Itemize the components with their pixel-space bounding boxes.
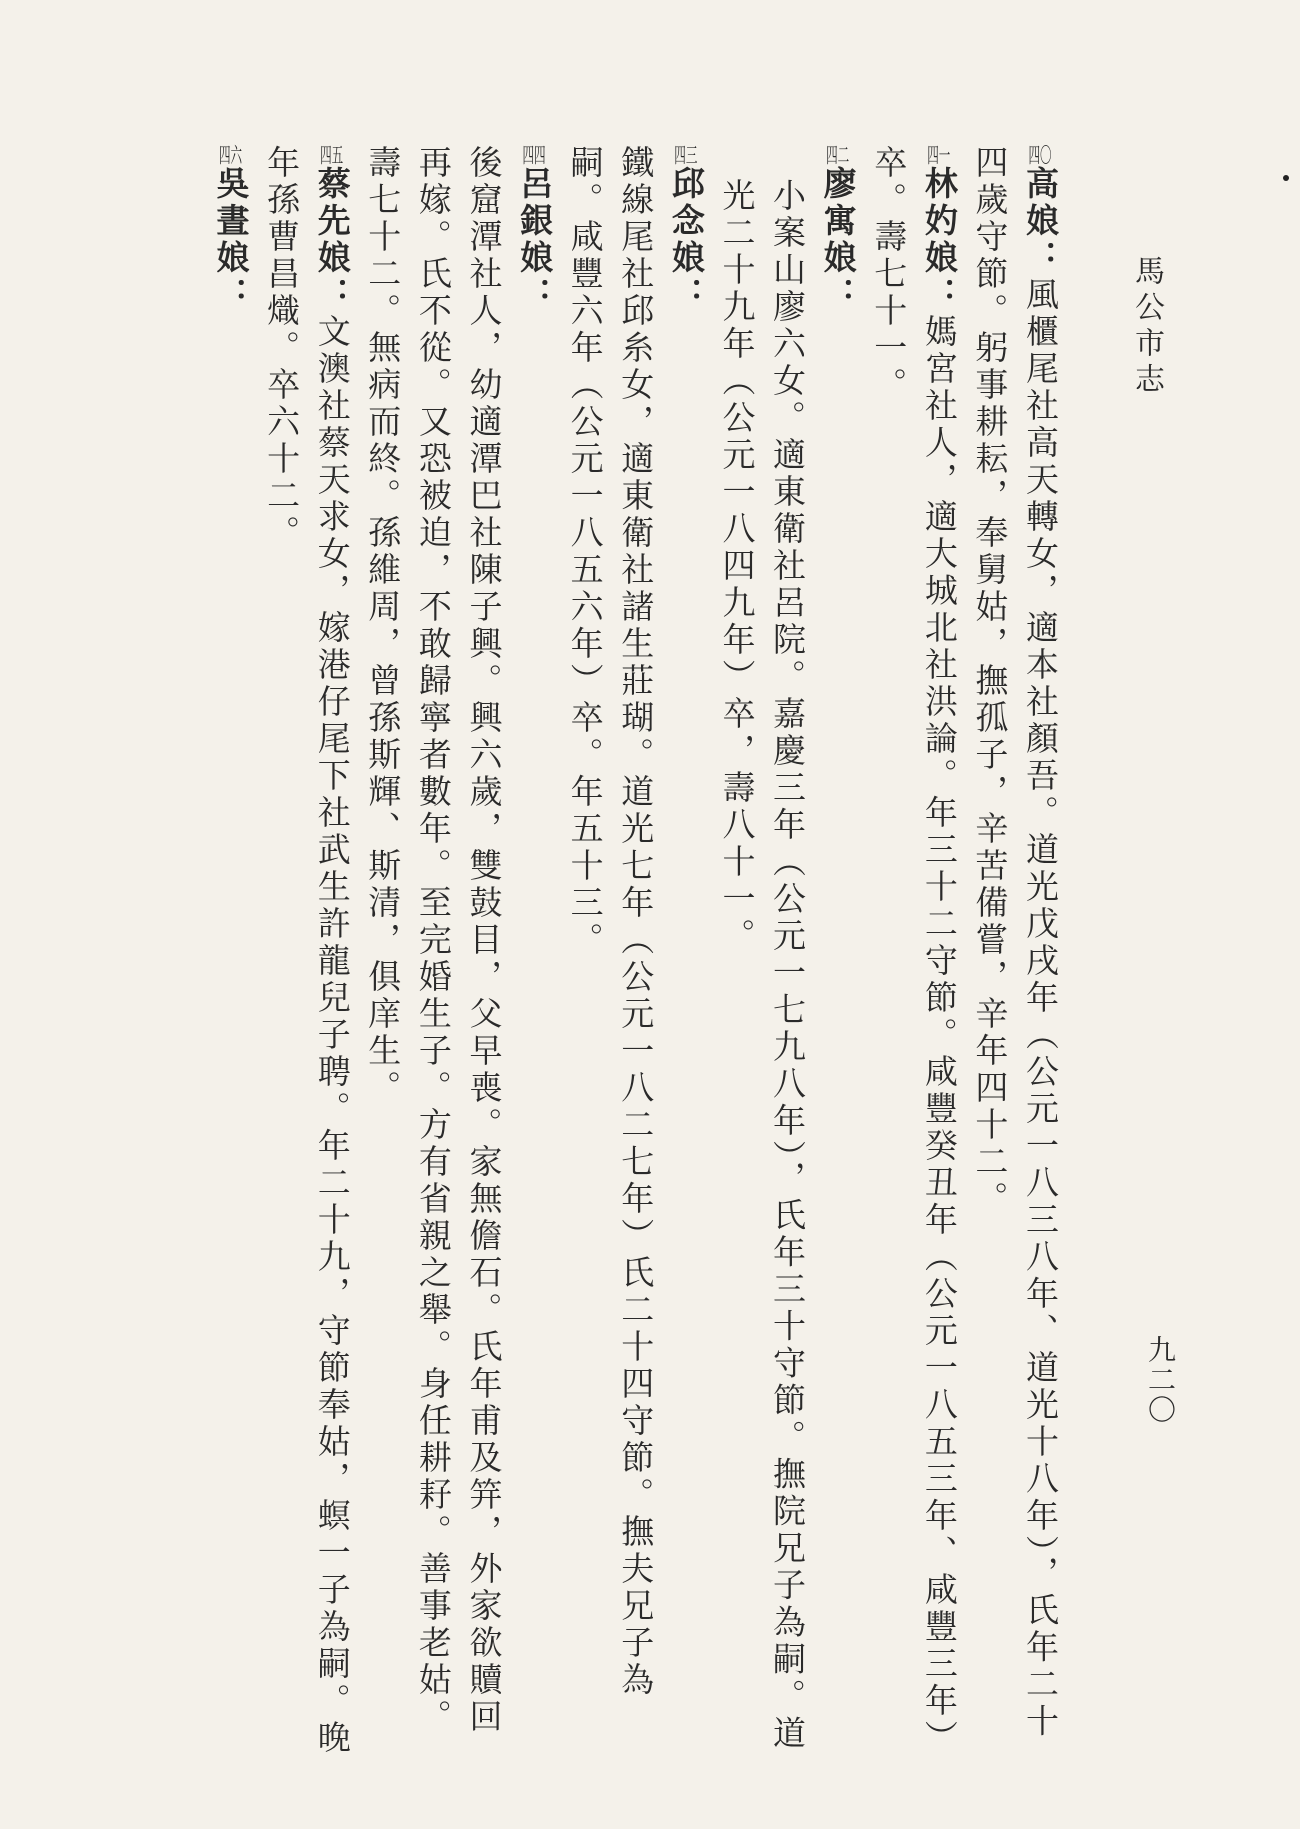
entry-45 <box>256 145 357 1765</box>
entry-text: 風櫃尾社高天轉女，適本社顏吾。道光戊戌年（公元一八三八年、道光十八年），氏年二十四歲守節。躬事耕耘，奉舅姑，撫孤子，辛苦備嘗，辛年四十二。 <box>970 145 1060 1741</box>
entry-name: 廖寓娘： <box>818 166 858 314</box>
page-number: 九二〇 <box>1144 1335 1177 1425</box>
entry-heading <box>256 145 357 1765</box>
entry-heading <box>508 145 559 1765</box>
entry-46 <box>205 145 256 1765</box>
entry-number: 四六 <box>218 145 243 166</box>
entry-text: 小案山廖六女。適東衛社呂院。嘉慶三年（公元一七九八年），氏年三十守節。撫院兄子為嗣。道光二十九年（公元一八四九年）卒，壽八十一。 <box>717 178 808 1753</box>
entry-name: 呂銀娘： <box>515 166 555 314</box>
entry-name: 邱念娘： <box>666 166 706 314</box>
entry-heading <box>660 145 711 1765</box>
entry-text: 文澳社蔡天求女，嫁港仔尾下社武生許龍兒子聘。年二十九，守節奉姑，螟一子為嗣。晚年孫曹昌熾。卒六十二。 <box>262 145 352 1757</box>
entry-heading <box>812 145 863 1765</box>
entry-41 <box>863 145 964 1765</box>
entry-43 <box>559 145 711 1765</box>
entry-44 <box>357 145 559 1765</box>
entry-name: 吳晝娘： <box>211 166 251 314</box>
entry-name: 蔡先娘： <box>312 166 352 314</box>
entry-number: 四四 <box>522 145 546 166</box>
entry-number: 四一 <box>927 145 951 166</box>
entry-text: 後窟潭社人，幼適潭巴社陳子興。興六歲，雙鼓目，父早喪。家無儋石。氏年甫及笄，外家欲贖回再嫁。氏不從。又恐被迫，不敢歸寧者數年。至完婚生子。方有省親之舉。身任耕耔。善事老姑。壽七十二。無病而終。孫維周，曾孫斯輝、斯清，俱庠生。 <box>363 145 504 1736</box>
entry-heading <box>205 145 256 1765</box>
entry-number: 四三 <box>674 145 698 166</box>
entry-text: 鐵線尾社邱糸女，適東衛社諸生莊瑚。道光七年（公元一八二七年）氏二十四守節。撫夫兄子為嗣。咸豐六年（公元一八五六年）卒。年五十三。 <box>565 145 656 1699</box>
entry-number: 四五 <box>320 145 344 166</box>
entry-42 <box>711 145 863 1765</box>
ink-dot <box>1283 175 1289 181</box>
entry-number: 四〇 <box>1028 145 1052 166</box>
running-title: 馬公市志 <box>1129 255 1164 399</box>
body-text <box>140 145 1065 1765</box>
entry-40 <box>964 145 1065 1765</box>
entry-heading <box>863 145 964 1765</box>
entry-heading <box>964 145 1065 1765</box>
entry-name: 林妁娘： <box>919 166 959 314</box>
entry-text: 媽宮社人，適大城北社洪論。年三十二守節。咸豐癸丑年（公元一八五三年、咸豐三年）卒。壽七十一。 <box>869 145 959 1757</box>
entry-number: 四二 <box>826 145 850 166</box>
entry-name: 高娘： <box>1021 166 1060 277</box>
